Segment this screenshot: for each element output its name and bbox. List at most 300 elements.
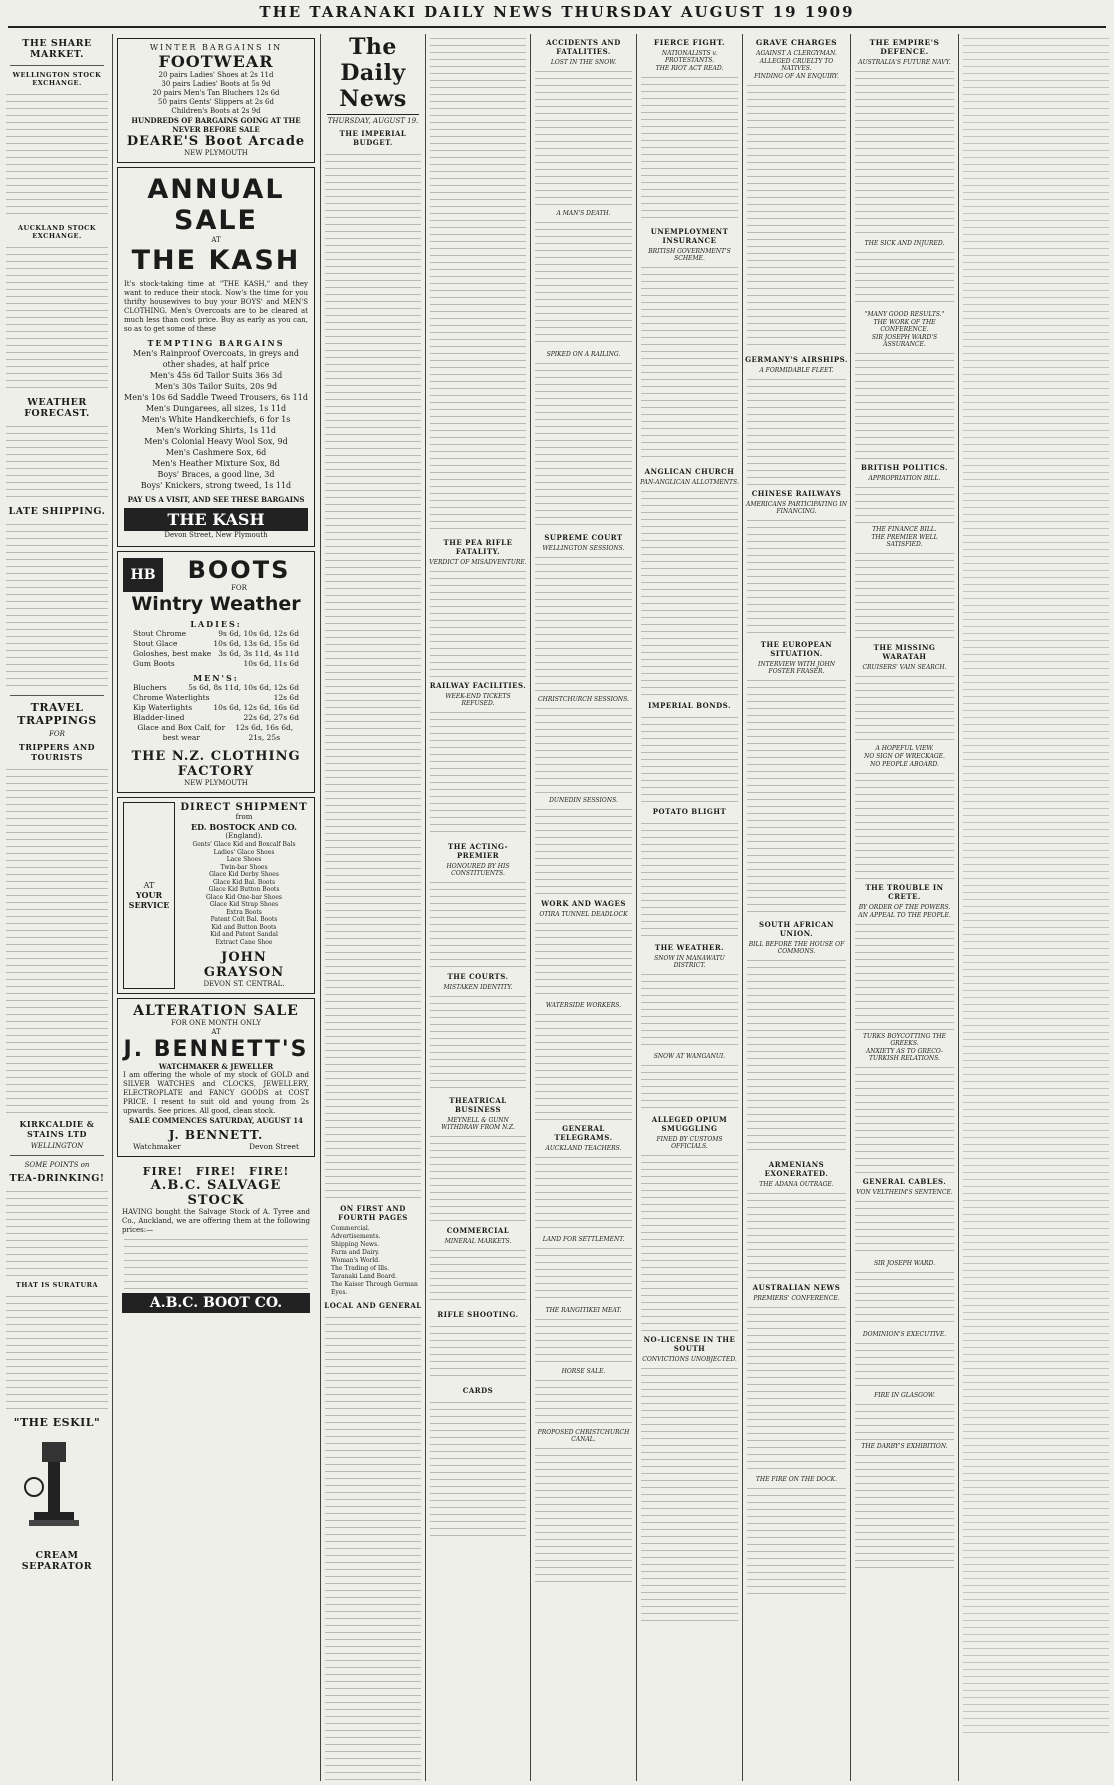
anxiety-sub: ANXIETY AS TO GRECO-TURKISH RELATIONS. (865, 1048, 944, 1062)
railway-heading: RAILWAY FACILITIES. (429, 681, 527, 690)
kash-item: Boys' Braces, a good line, 3d (157, 470, 275, 479)
price-row (123, 629, 309, 639)
fierce-heading: FIERCE FIGHT. (653, 38, 726, 47)
price-row (123, 683, 309, 693)
powers-sub: BY ORDER OF THE POWERS. (858, 904, 951, 911)
accidents-heading: ACCIDENTS AND FATALITIES. (546, 38, 621, 56)
service-at: AT (143, 881, 155, 890)
kash-address: Devon Street, New Plymouth (164, 531, 268, 539)
footwear-title: FOOTWEAR (158, 52, 274, 71)
waterside-sub: WATERSIDE WORKERS. (545, 1002, 622, 1009)
finding-sub: FINDING OF AN ENQUIRY. (754, 73, 839, 80)
snow-wanganui-sub: SNOW AT WANGANUI. (653, 1053, 726, 1060)
kash-item: Men's Working Shirts, 1s 11d (156, 426, 276, 435)
weather-text (6, 422, 108, 502)
unemployment-text (641, 263, 738, 463)
honoured-sub: HONOURED BY HIS CONSTITUENTS. (446, 863, 510, 877)
kash-ad (117, 167, 315, 547)
grayson-address: DEVON ST. CENTRAL. (203, 980, 285, 988)
shoe-item: Extract Cane Shoe (215, 938, 273, 946)
premier-satisfied-sub: THE PREMIER WELL SATISFIED. (871, 534, 938, 548)
grayson-name: JOHN GRAYSON (203, 950, 285, 980)
aus-navy-sub: AUSTRALIA'S FUTURE NAVY. (858, 59, 951, 66)
item-name: Chrome Waterlights (133, 693, 210, 702)
item-price: 3s 6d, 3s 11d, 4s 11d (218, 649, 299, 658)
south-african-text (747, 956, 846, 1156)
clothing-place: NEW PLYMOUTH (184, 779, 248, 787)
convictions-sub: CONVICTIONS UNOBJECTED. (642, 1356, 737, 1363)
imperial-bonds-heading: IMPERIAL BONDS. (648, 701, 731, 710)
rifle-text (430, 1322, 526, 1382)
hawke-sub: THE RANGITIKEI MEAT. (545, 1307, 622, 1314)
horse-sub: HORSE SALE. (561, 1368, 606, 1375)
column-6 (639, 34, 740, 1782)
column-divider (850, 34, 851, 1781)
cream-separator-illustration (4, 1432, 104, 1542)
price-row (123, 639, 309, 649)
cable-heading: GENERAL CABLES. (862, 1177, 947, 1186)
rifle-heading: RIFLE SHOOTING. (437, 1310, 519, 1319)
theatrical-heading: THEATRICAL BUSINESS (449, 1096, 507, 1114)
turks-text (855, 1063, 954, 1173)
kash-visit: PAY US A VISIT, AND SEE THESE BARGAINS (127, 495, 305, 504)
footwear-item: 20 pairs Ladies' Shoes at 2s 11d (158, 71, 274, 79)
price-row (123, 659, 309, 669)
snow-sub: SNOW IN MANAWATU DISTRICT. (654, 955, 725, 969)
bennett-ad (117, 998, 315, 1157)
dunedin-sub: DUNEDIN SESSIONS. (549, 797, 618, 804)
boots-ad (117, 551, 315, 793)
courts-heading: THE COURTS. (447, 972, 509, 981)
item-price: 22s 6d, 27s 6d (243, 713, 299, 722)
airships-heading: GERMANY'S AIRSHIPS. (745, 355, 848, 364)
otira-text (535, 919, 632, 999)
price-row (123, 649, 309, 659)
cruisers-text (855, 672, 954, 742)
canal-text (535, 1444, 632, 1584)
christchurch-text (535, 704, 632, 794)
appeal-sub: AN APPEAL TO THE PEOPLE. (858, 912, 951, 919)
acting-premier-heading: THE ACTING-PREMIER (448, 842, 508, 860)
column-divider (742, 34, 743, 1781)
kash-title: THE KASH (131, 245, 301, 276)
direct-firm: ED. BOSTOCK AND CO. (191, 822, 297, 832)
column-divider (636, 34, 637, 1781)
item-price: 10s 6d, 13s 6d, 15s 6d (213, 639, 299, 648)
eskil-heading: "THE ESKIL" (13, 1416, 101, 1429)
cruelty-sub: ALLEGED CRUELTY TO NATIVES. (759, 58, 834, 72)
grave-heading: GRAVE CHARGES (755, 38, 838, 47)
clothing-factory: THE N.Z. CLOTHING FACTORY (131, 749, 301, 779)
direct-heading: DIRECT SHIPMENT (180, 802, 308, 813)
bennett-footer-row (123, 1142, 309, 1152)
masthead: THE TARANAKI DAILY NEWS THURSDAY AUGUST 19 1909 (259, 3, 855, 21)
fined-sub: FINED BY CUSTOMS OFFICIALS. (656, 1136, 723, 1150)
kash-item: Men's Rainproof Overcoats, in greys and other shades, at half price (133, 349, 299, 369)
grayson-ad (117, 797, 315, 994)
item-price: 5s 6d, 8s 11d, 10s 6d, 12s 6d (188, 683, 299, 692)
direct-country: (England). (225, 832, 263, 840)
item-price: 10s 6d, 11s 6d (243, 659, 299, 668)
item-name: Goloshes, best make (133, 649, 212, 658)
no-people-sub: NO PEOPLE ABOARD. (870, 761, 939, 768)
kirkcaldie-heading: KIRKCALDIE & STAINS LTD (19, 1119, 95, 1139)
kash-item: Men's 45s 6d Tailor Suits 36s 3d (149, 371, 283, 380)
service-your: YOUR (135, 890, 163, 900)
local-text (325, 1313, 421, 1782)
column-4 (428, 34, 528, 1782)
shoe-item: Glace Kid One-bar Shoes (205, 893, 283, 901)
assurance-sub: SIR JOSEPH WARD'S ASSURANCE. (871, 334, 938, 348)
alteration-at: AT (211, 1028, 221, 1036)
late-shipping-heading: LATE SHIPPING. (8, 506, 106, 517)
auckland-text (535, 1153, 632, 1233)
premiers-sub: PREMIERS' CONFERENCE. (753, 1295, 840, 1302)
bennett-trade: WATCHMAKER & JEWELLER (158, 1062, 274, 1071)
winter-title: WINTER BARGAINS IN (149, 43, 283, 52)
shoe-item: Glace Kid Bal. Boots (212, 878, 276, 886)
some-points: SOME POINTS on (24, 1161, 90, 1169)
bushfire-sub: THE FIRE ON THE DOCK. (755, 1476, 838, 1483)
smuggling-heading: ALLEGED OPIUM SMUGGLING (651, 1115, 728, 1133)
commercial-heading: COMMERCIAL (446, 1226, 510, 1235)
shoe-item: Gents' Glace Kid and Boxcalf Bals (192, 841, 296, 848)
dunedin-text (535, 805, 632, 895)
kash-item: Men's Cashmere Sox, 6d (165, 448, 267, 457)
bennett-text: I am offering the whole of my stock of GOLD and SILVER WATCHES and CLOCKS, JEWELLERY, ELECTROPLATE and FANCY GOODS at COST PRICE. I resent to suit old and young from 2s upwards. See prices. All good, clean stock. (123, 1071, 309, 1115)
bushfire-text (747, 1484, 846, 1594)
footwear-item: 50 pairs Gents' Slippers at 2s 6d (158, 98, 274, 106)
column-1 (4, 34, 110, 1782)
turks-sub: TURKS BOYCOTTING THE GREEKS. (863, 1033, 946, 1047)
lost-text (535, 67, 632, 207)
alteration-title: ALTERATION SALE (133, 1003, 299, 1019)
horse-text (535, 1376, 632, 1426)
otira-sub: OTIRA TUNNEL DEADLOCK (539, 911, 628, 918)
wintry-title: Wintry Weather (131, 593, 301, 615)
weekend-sub: WEEK-END TICKETS REFUSED. (445, 693, 511, 707)
baby-show-text (855, 1451, 954, 1571)
work-heading: WORK AND WAGES (541, 899, 626, 908)
kash-item: Men's White Handkerchiefs, 6 for 1s (141, 415, 291, 424)
price-row (123, 693, 309, 703)
south-african-heading: SOUTH AFRICAN UNION. (759, 920, 834, 938)
no-sign-sub: NO SIGN OF WRECKAGE. (864, 753, 945, 760)
kash-item: Men's Colonial Heavy Wool Sox, 9d (144, 437, 288, 446)
mens-heading: MEN'S: (193, 673, 239, 683)
abc-footer: A.B.C. BOOT CO. (122, 1293, 310, 1313)
shoe-item: Glace Kid Derby Shoes (209, 871, 279, 878)
armenians-text (747, 1189, 846, 1279)
fourth-item: The Trading of Ills. (331, 1265, 390, 1272)
courts-text (430, 992, 526, 1092)
appropriation-sub: APPROPRIATION BILL. (868, 475, 941, 482)
potato-text (641, 819, 738, 939)
veltheim-text (855, 1197, 954, 1257)
tempting-heading: TEMPTING BARGAINS (147, 338, 285, 348)
acting-premier-text (430, 878, 526, 968)
abc-prices (124, 1235, 308, 1290)
direct-from: from (235, 813, 253, 821)
land-sub: LAND FOR SETTLEMENT. (542, 1236, 625, 1243)
waterside-text (535, 1010, 632, 1120)
column-divider (112, 34, 113, 1781)
work-of-sub: THE WORK OF THE CONFERENCE. (873, 319, 936, 333)
ladies-heading: LADIES: (190, 619, 242, 629)
no-license-text (641, 1364, 738, 1624)
kash-item: Men's Dungarees, all sizes, 1s 11d (145, 404, 287, 413)
shoe-item: Extra Boots (226, 908, 262, 916)
against-sub: AGAINST A CLERGYMAN. (756, 50, 837, 57)
dominion-sub: DOMINION'S EXECUTIVE. (862, 1331, 947, 1338)
finance-text (855, 549, 954, 639)
meynell-sub: MEYNELL & GUNN WITHDRAW FROM N.Z. (441, 1117, 515, 1131)
dateline: THURSDAY, AUGUST 19. (327, 117, 419, 125)
general-heading: GENERAL TELEGRAMS. (554, 1124, 613, 1142)
column-divider (425, 34, 426, 1781)
shoe-item: Ladies' Glace Shoes (213, 848, 275, 856)
pea-rifle-heading: THE PEA RIFLE FATALITY. (443, 538, 513, 556)
anglican-text (641, 487, 738, 697)
column-divider (958, 34, 959, 1781)
first-fourth-heading: ON FIRST AND FOURTH PAGES (338, 1204, 408, 1222)
spiked-text (535, 359, 632, 529)
adana-sub: THE ADANA OUTRAGE. (759, 1181, 834, 1188)
abc-ad (117, 1161, 315, 1317)
verdict-sub: VERDICT OF MISADVENTURE. (429, 559, 527, 566)
auckland-exchange-heading: AUCKLAND STOCK EXCHANGE. (17, 224, 96, 240)
defence-text (855, 67, 954, 237)
baby-show-sub: THE DARBY'S EXHIBITION. (861, 1443, 948, 1450)
mans-death-text (535, 218, 632, 348)
railways-text (747, 516, 846, 636)
fourth-item: Woman's World. (331, 1257, 381, 1264)
cruisers-sub: CRUISERS' VAIN SEARCH. (862, 664, 947, 671)
bennett-signature: J. BENNETT. (168, 1128, 264, 1142)
kirkcaldie-place: WELLINGTON (30, 1142, 84, 1150)
item-price: 12s 6d (273, 693, 299, 702)
waratah-text (855, 769, 954, 879)
crete-heading: THE TROUBLE IN CRETE. (865, 883, 944, 901)
imperial-heading: THE IMPERIAL BUDGET. (339, 129, 407, 147)
bennett-title: J. BENNETT'S (123, 1037, 309, 1062)
boots-for: FOR (231, 584, 247, 592)
kash-footer: THE KASH (124, 508, 308, 531)
kash-item: Men's 30s Tailor Suits, 20s 9d (154, 382, 278, 391)
deares-ad (117, 38, 315, 163)
airships-text (747, 375, 846, 485)
wellington-text (6, 90, 108, 220)
conference-text (855, 349, 954, 459)
kash-item: Men's 10s 6d Saddle Tweed Trousers, 6s 11d (124, 393, 308, 402)
item-price: 9s 6d, 10s 6d, 12s 6d (218, 629, 299, 638)
railways-heading: CHINESE RAILWAYS (751, 489, 842, 498)
divider (10, 1155, 104, 1156)
pan-anglican-sub: PAN-ANGLICAN ALLOTMENTS. (640, 479, 739, 486)
column-5 (533, 34, 634, 1782)
share-market-heading: THE SHARE MARKET. (22, 38, 92, 60)
crete-text (855, 920, 954, 1030)
price-row (123, 723, 309, 743)
supreme-text (535, 553, 632, 693)
cards-text (430, 1398, 526, 1538)
fierce-text (641, 73, 738, 223)
shoe-item: Glace Kid Strap Shoes (209, 901, 279, 908)
price-row (123, 713, 309, 723)
deares-place: NEW PLYMOUTH (184, 149, 248, 157)
christchurch-sub: CHRISTCHURCH SESSIONS. (538, 696, 629, 703)
ward-text (855, 1268, 954, 1328)
sick-text (855, 248, 954, 308)
armenians-heading: ARMENIANS EXONERATED. (764, 1160, 829, 1178)
alteration-sub: FOR ONE MONTH ONLY (170, 1019, 261, 1027)
masthead-rule (8, 26, 1106, 28)
finance-sub: THE FINANCE BILL. (872, 526, 937, 533)
canal-sub: PROPOSED CHRISTCHURCH CANAL. (537, 1429, 630, 1443)
price-row (123, 703, 309, 713)
auckland-text (6, 243, 108, 393)
item-name: Glace and Box Calf, for best wear (137, 723, 226, 742)
smuggling-text (641, 1151, 738, 1331)
australian-heading: AUSTRALIAN NEWS (752, 1283, 841, 1292)
wellington-sessions-sub: WELLINGTON SESSIONS. (542, 545, 625, 552)
veltheim-sub: VON VELTHEIM'S SENTENCE. (856, 1189, 953, 1196)
interview-sub: INTERVIEW WITH JOHN FOSTER FRASER. (758, 661, 835, 675)
travel-for: FOR (49, 730, 65, 738)
mineral-sub: MINERAL MARKETS. (444, 1238, 512, 1245)
wellington-exchange-heading: WELLINGTON STOCK EXCHANGE. (12, 71, 102, 87)
travel-text (6, 765, 108, 1115)
potato-heading: POTATO BLIGHT (652, 807, 727, 816)
land-text (535, 1244, 632, 1304)
column-2-ads (114, 34, 318, 1782)
british-gov-sub: BRITISH GOVERNMENT'S SCHEME. (648, 248, 731, 262)
nameplate: The Daily News (339, 34, 407, 112)
shoe-item: Lace Shoes (226, 856, 262, 863)
waratah-heading: THE MISSING WARATAH (873, 643, 936, 661)
dominion-text (855, 1339, 954, 1389)
shoe-item: Patent Colt Bal. Boots (210, 916, 278, 923)
premiers-text (747, 1303, 846, 1473)
divider (10, 65, 104, 66)
supreme-heading: SUPREME COURT (544, 533, 623, 542)
fourth-item: The Kaiser Through German Eyes. (331, 1281, 418, 1296)
fourth-item: Farm and Dairy. (331, 1249, 380, 1256)
many-good-sub: "MANY GOOD RESULTS." (864, 311, 945, 318)
item-name: Bluchers (133, 683, 167, 692)
auckland-sub: AUCKLAND TEACHERS. (545, 1145, 622, 1152)
railway-text (430, 708, 526, 838)
item-name: Kip Waterlights (133, 703, 193, 712)
glasgow-sub: FIRE IN GLASGOW. (874, 1392, 935, 1399)
grayson-main (179, 802, 309, 989)
european-text (747, 676, 846, 916)
boots-title: BOOTS (187, 556, 291, 584)
grave-text (747, 81, 846, 351)
item-name: Stout Chrome (133, 629, 187, 638)
weather-heading: WEATHER FORECAST. (24, 397, 90, 419)
continued-text (430, 34, 526, 534)
boots-header (123, 556, 309, 593)
fourth-item: Commercial. (331, 1225, 370, 1232)
travel-subheading: TRIPPERS AND TOURISTS (18, 742, 96, 762)
service-box (123, 802, 175, 989)
boots-logo: HB (123, 558, 163, 592)
fourth-item: Taranaki Land Board. (331, 1273, 397, 1280)
bennett-watchmaker: Watchmaker (133, 1142, 181, 1151)
column-7 (745, 34, 848, 1782)
abc-text: HAVING bought the Salvage Stock of A. Tyree and Co., Auckland, we are offering them at the following prices:— (122, 1208, 310, 1234)
shoe-item: Kid and Patent Sandal (210, 931, 278, 938)
deares-name: DEARE'S Boot Arcade (126, 134, 306, 149)
nameplate-rule (327, 114, 419, 115)
item-name: Bladder-lined (133, 713, 185, 722)
column-9 (961, 34, 1111, 1782)
joseph-ward-sub: SIR JOSEPH WARD. (873, 1260, 936, 1267)
suratura-text (6, 1292, 108, 1412)
item-price: 12s 6d, 16s 6d, 21s, 25s (235, 723, 294, 742)
annual-sale-title: ANNUAL SALE (147, 174, 285, 236)
glasgow-text (855, 1400, 954, 1440)
wanganui-text (641, 1061, 738, 1111)
kash-list (124, 348, 308, 491)
cards-heading: CARDS (462, 1386, 494, 1395)
commercial-text (430, 1246, 526, 1306)
weather-heading: THE WEATHER. (654, 943, 725, 952)
column-divider (530, 34, 531, 1781)
hopeful-sub: A HOPEFUL VIEW. (875, 745, 934, 752)
no-license-heading: NO-LICENSE IN THE SOUTH (643, 1335, 736, 1353)
service-word: SERVICE (128, 900, 170, 910)
riot-sub: THE RIOT ACT READ. (655, 65, 724, 72)
fleet-sub: A FORMIDABLE FLEET. (759, 367, 834, 374)
suratura-line: THAT IS SURATURA (15, 1281, 99, 1289)
hawke-text (535, 1315, 632, 1365)
kash-at: AT (211, 236, 221, 244)
footwear-item: Children's Boots at 2s 9d (171, 107, 261, 115)
abc-title: A.B.C. SALVAGE STOCK (150, 1178, 282, 1208)
column-3 (323, 34, 423, 1782)
right-column-text (963, 34, 1109, 1734)
tea-heading: TEA-DRINKING! (9, 1173, 105, 1184)
shoe-item: Twin-bar Shoes (220, 863, 268, 871)
editorial-text (325, 150, 421, 1200)
snow-text (641, 970, 738, 1050)
british-politics-heading: BRITISH POLITICS. (861, 463, 948, 472)
unemployment-heading: UNEMPLOYMENT INSURANCE (650, 227, 729, 245)
column-divider (320, 34, 321, 1781)
theatrical-text (430, 1132, 526, 1222)
boots-title-wrap (169, 556, 309, 593)
footwear-note: HUNDREDS OF BARGAINS GOING AT THE NEVER BEFORE SALE (131, 116, 301, 134)
americans-sub: AMERICANS PARTICIPATING IN FINANCING. (746, 501, 847, 515)
fourth-item: Shipping News. (331, 1241, 380, 1248)
shipping-text (6, 520, 108, 690)
defence-heading: THE EMPIRE'S DEFENCE. (869, 38, 940, 56)
divider (10, 695, 104, 696)
nationalists-sub: NATIONALISTS v. PROTESTANTS. (661, 50, 718, 64)
fire-heading: FIRE! FIRE! FIRE! (142, 1165, 290, 1178)
sale-commences: SALE COMMENCES SATURDAY, AUGUST 14 (129, 1116, 303, 1125)
travel-heading: TRAVEL TRAPPINGS (17, 701, 97, 727)
bill-passes-sub: BILL BEFORE THE HOUSE OF COMMONS. (748, 941, 845, 955)
local-heading: LOCAL AND GENERAL (324, 1301, 422, 1310)
separator-heading: CREAM SEPARATOR (21, 1550, 93, 1572)
european-heading: THE EUROPEAN SITUATION. (760, 640, 833, 658)
shoe-item: Kid and Button Boots (211, 923, 277, 931)
kash-intro: It's stock-taking time at "THE KASH," and they want to reduce their stock. Now's the time for you thrifty housewives to buy your BOYS' and MEN'S CLOTHING. Men's Overcoats are to be cleared at much less than cost price. Buy as early as you can, so as to get some of these (124, 280, 308, 333)
fourth-item: Advertisements. (331, 1233, 381, 1240)
